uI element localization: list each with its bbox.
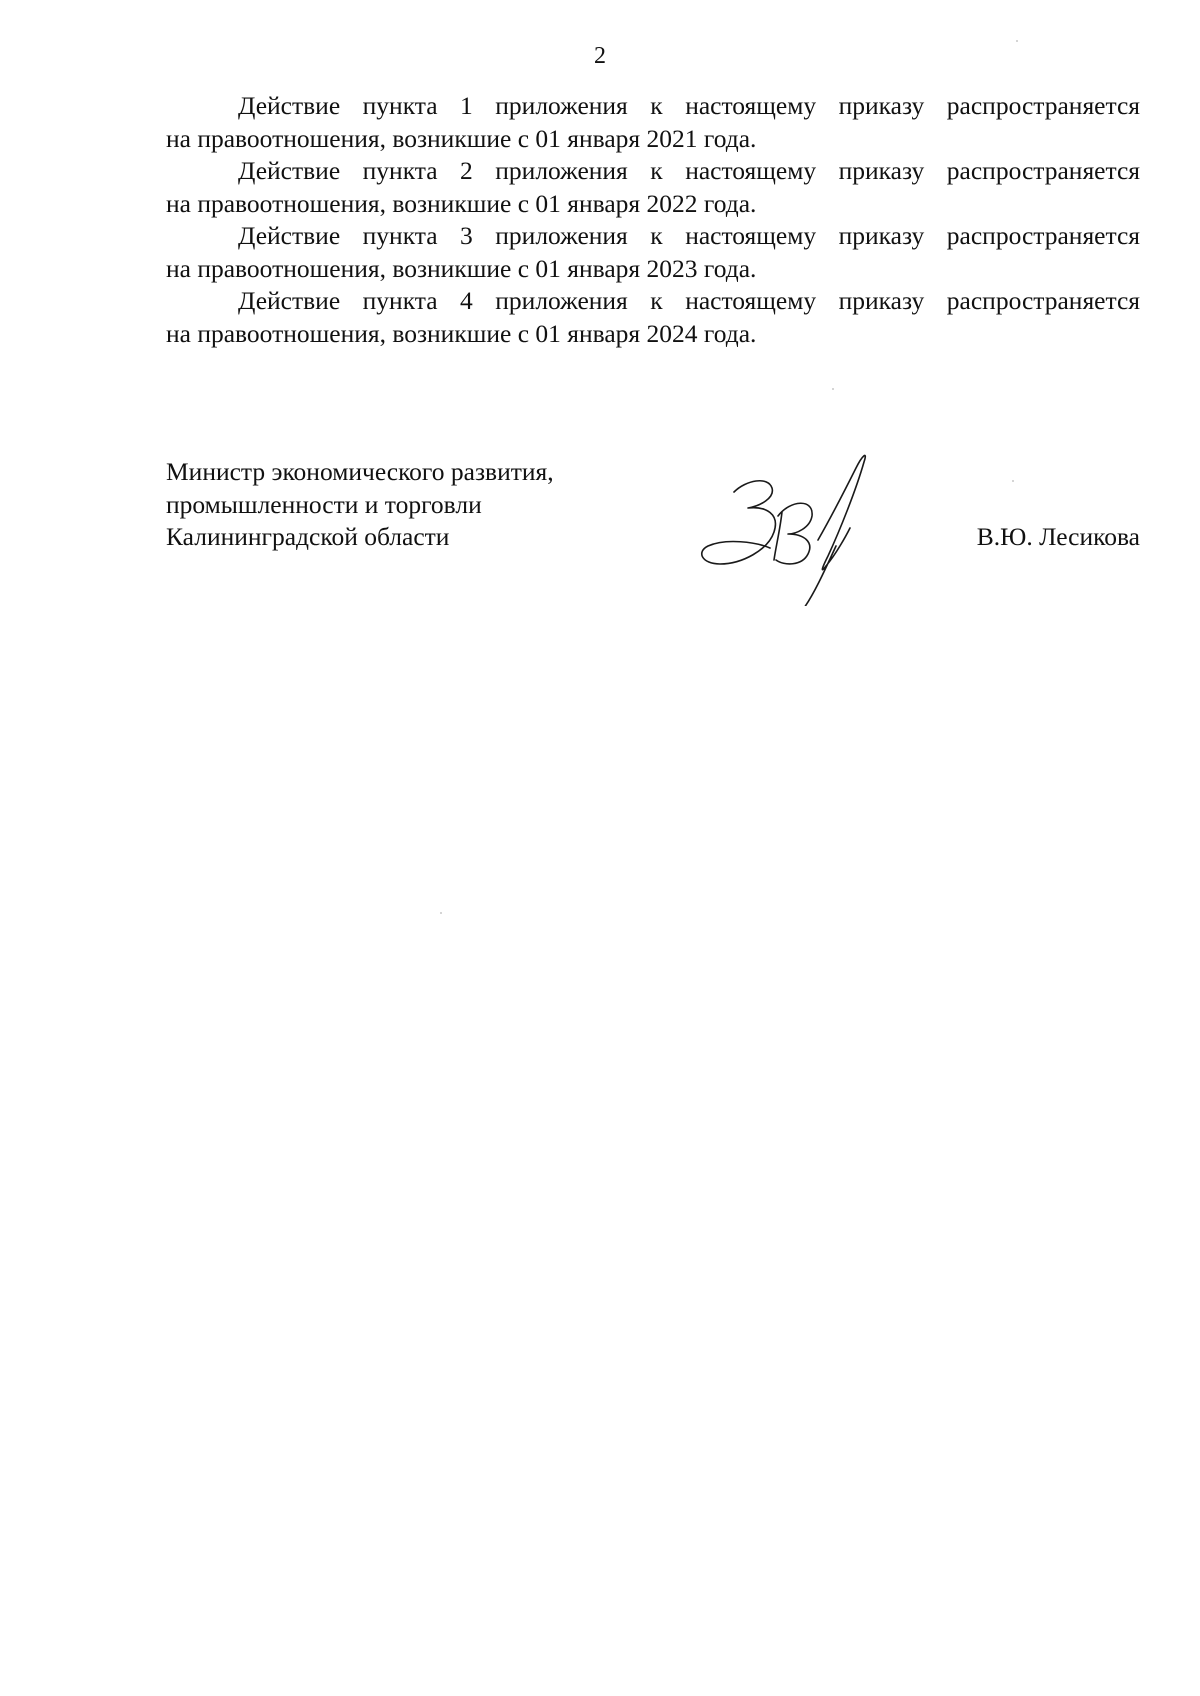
signer-position [166, 456, 554, 554]
scan-speck [1012, 480, 1014, 482]
paragraph-1-first-line: Действие пункта 1 приложения к настоящему приказу распространяется [238, 91, 1140, 120]
paragraph-4-first-line: Действие пункта 4 приложения к настоящему приказу распространяется [238, 286, 1140, 315]
paragraph-2-first-line: Действие пункта 2 приложения к настоящему приказу распространяется [238, 156, 1140, 185]
paragraph-3-continuation: на правоотношения, возникшие с 01 января 2023 года. [166, 253, 757, 283]
paragraph-3-first-line: Действие пункта 3 приложения к настоящему приказу распространяется [238, 221, 1140, 250]
signer-position-line-2: промышленности и торговли [166, 489, 482, 519]
document-body [166, 90, 1140, 350]
signer-position-line-1: Министр экономического развития, [166, 457, 554, 486]
paragraph-3 [166, 220, 1140, 285]
scan-speck [440, 912, 442, 914]
signature-block [166, 450, 1140, 630]
handwritten-signature-icon [686, 436, 896, 606]
paragraph-1 [166, 90, 1140, 155]
paragraph-1-continuation: на правоотношения, возникшие с 01 января 2021 года. [166, 123, 757, 153]
signer-name: В.Ю. Лесикова [976, 522, 1140, 551]
page-number: 2 [594, 43, 606, 69]
paragraph-4 [166, 285, 1140, 350]
paragraph-2 [166, 155, 1140, 220]
signer-position-line-3: Калининградской области [166, 522, 450, 551]
scan-speck [1016, 40, 1018, 42]
paragraph-2-continuation: на правоотношения, возникшие с 01 января 2022 года. [166, 188, 757, 218]
paragraph-4-continuation: на правоотношения, возникшие с 01 января 2024 года. [166, 318, 757, 348]
scan-speck [832, 388, 834, 390]
